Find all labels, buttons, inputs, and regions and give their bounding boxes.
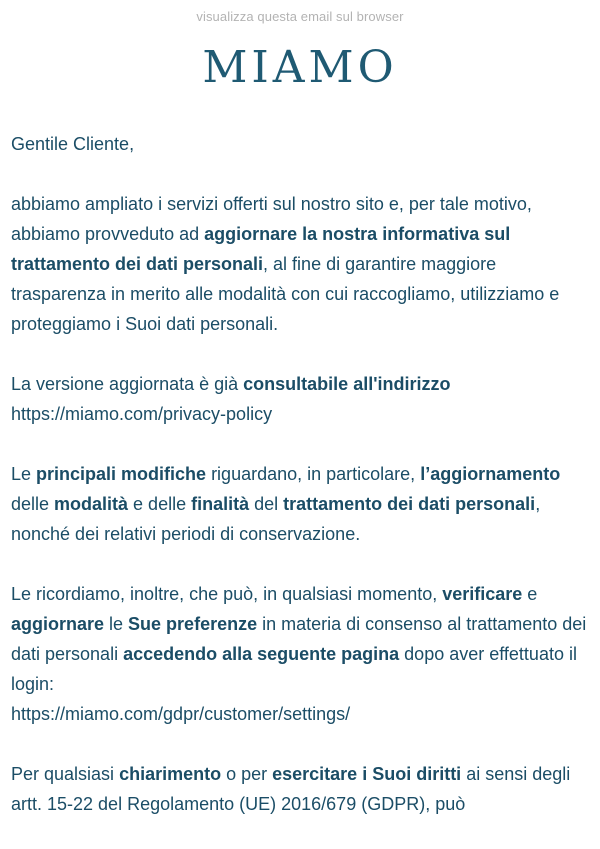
text: ai sensi degli artt. 15-22 del Regolamento (UE) 2016/679 (GDPR), può [11, 764, 571, 814]
greeting: Gentile Cliente, [11, 134, 135, 154]
bold-text: aggiornare [11, 614, 105, 634]
paragraph-rights [11, 759, 596, 819]
bold-text: esercitare i Suoi diritti [272, 764, 462, 784]
privacy-policy-link[interactable]: https://miamo.com/privacy-policy [11, 404, 273, 424]
bold-text: Sue preferenze [128, 614, 258, 634]
text: Le [11, 464, 37, 484]
text: le [104, 614, 129, 634]
paragraph-preferences [11, 579, 596, 729]
gdpr-settings-link[interactable]: https://miamo.com/gdpr/customer/settings/ [11, 704, 351, 724]
view-in-browser-link[interactable]: visualizza questa email sul browser [196, 9, 404, 24]
bold-text: consultabile all'indirizzo [243, 374, 451, 394]
bold-text: finalità [191, 494, 250, 514]
text: Per qualsiasi [11, 764, 120, 784]
text: e [522, 584, 538, 604]
bold-text: accedendo alla seguente pagina [123, 644, 400, 664]
text: del [249, 494, 284, 514]
bold-text: chiarimento [119, 764, 222, 784]
bold-text: verificare [442, 584, 523, 604]
text: delle [11, 494, 55, 514]
text: dopo aver effettuato il login: [11, 644, 577, 694]
logo-container [0, 38, 600, 98]
bold-text: principali modifiche [36, 464, 207, 484]
text: , al fine di garantire maggiore trasparenza in merito alle modalità con cui raccogliamo, utilizziamo e proteggiamo i Suoi dati personali. [11, 254, 560, 334]
text: La versione aggiornata è già [11, 374, 244, 394]
text: o per [221, 764, 273, 784]
bold-text: aggiornare la nostra informativa sul trattamento dei dati personali [11, 224, 511, 274]
bold-text: trattamento dei dati personali [283, 494, 536, 514]
paragraph-main-changes [11, 459, 596, 549]
email-header-bar [0, 0, 600, 26]
bold-text: modalità [54, 494, 129, 514]
paragraph-update-notice [11, 189, 596, 339]
paragraph-policy-link [11, 369, 596, 429]
bold-text: l’aggiornamento [420, 464, 561, 484]
text: abbiamo ampliato i servizi offerti sul nostro sito e, per tale motivo, abbiamo provveduto ad [11, 194, 532, 244]
brand-logo[interactable]: MIAMO [202, 42, 398, 93]
text: e delle [128, 494, 192, 514]
text: Le ricordiamo, inoltre, che può, in qualsiasi momento, [11, 584, 443, 604]
email-body [11, 129, 596, 849]
text: in materia di consenso al trattamento dei dati personali [11, 614, 587, 664]
text: , nonché dei relativi periodi di conservazione. [11, 494, 541, 544]
text: riguardano, in particolare, [206, 464, 421, 484]
